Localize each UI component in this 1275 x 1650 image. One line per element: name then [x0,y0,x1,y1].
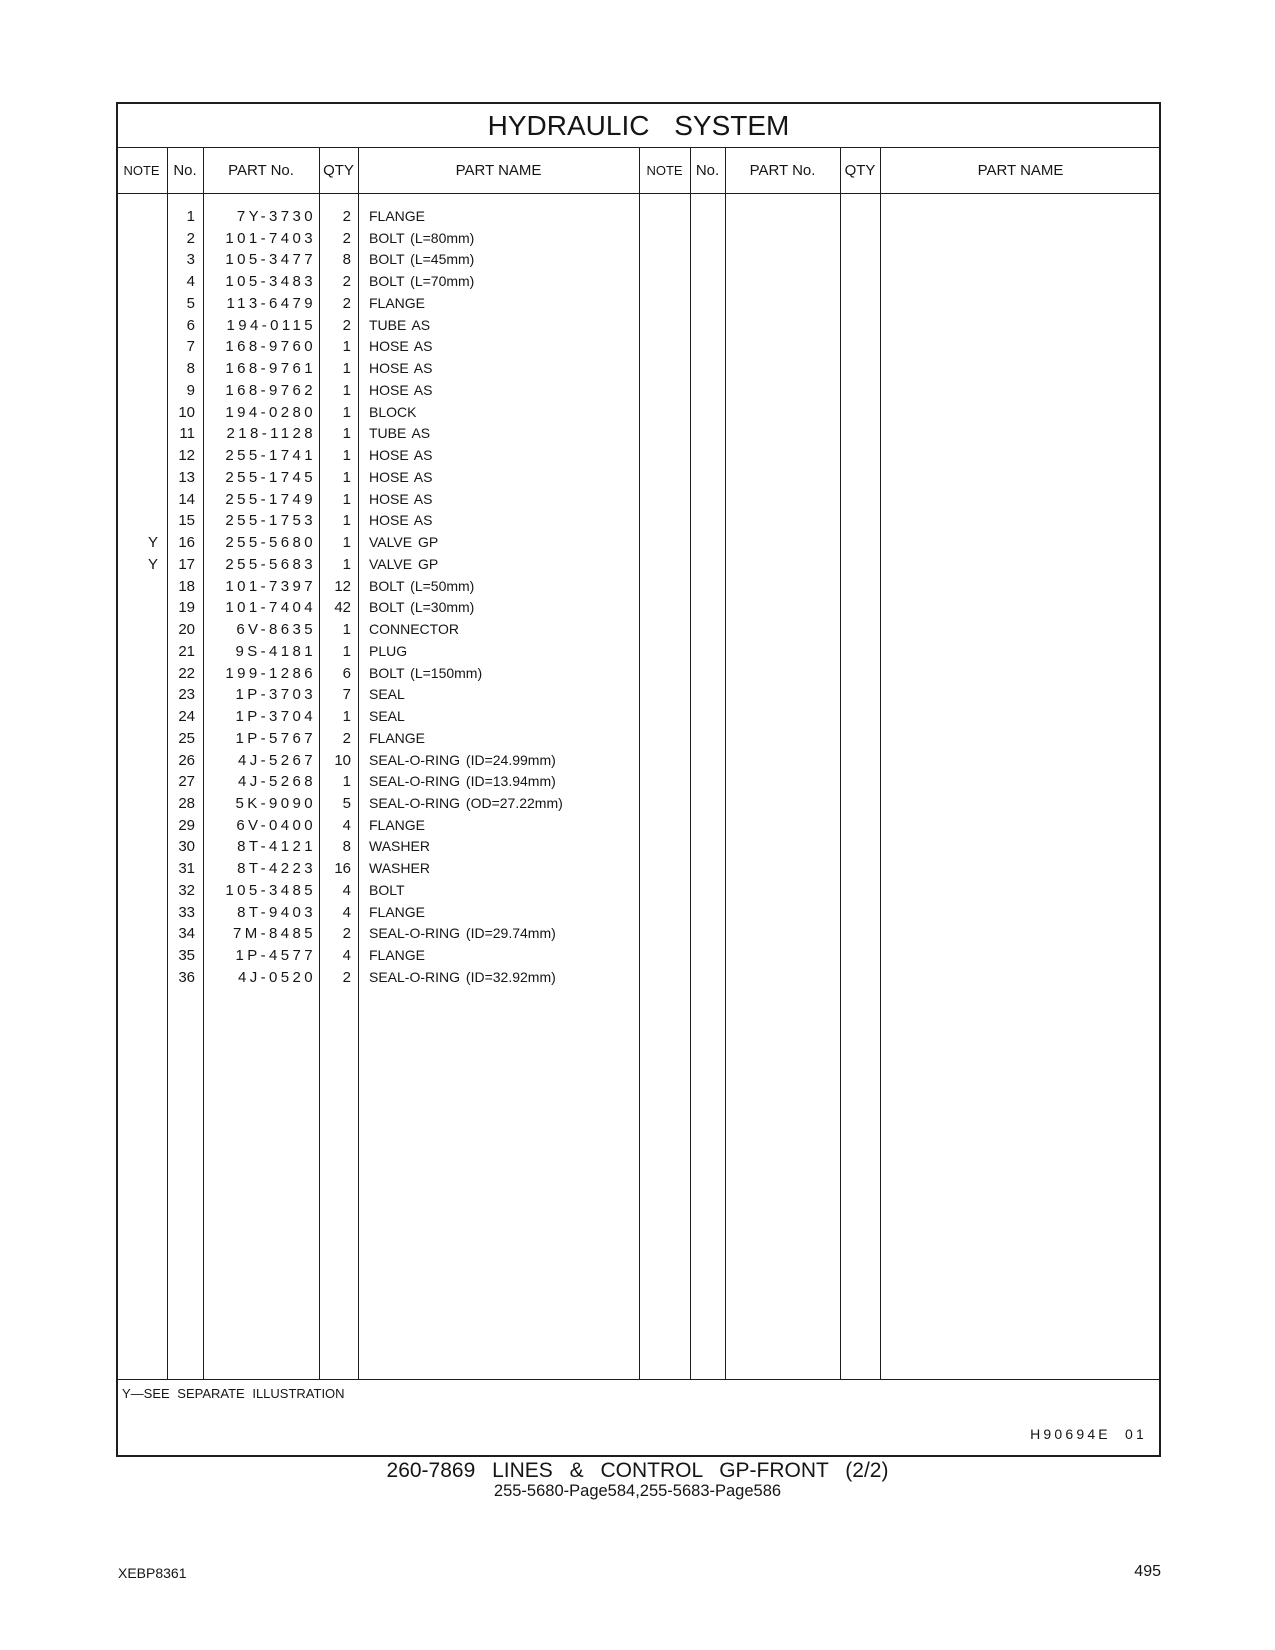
part-name: SEAL-O-RING (ID=32.92mm) [369,968,556,985]
header-part-no: PART No. [228,162,294,179]
part-number: 101-7403 [225,229,316,247]
part-row [0,663,1275,685]
part-quantity: 4 [342,881,351,899]
part-row [0,271,1275,293]
part-row [0,249,1275,271]
part-number: 1P-3703 [235,686,316,704]
part-row [0,945,1275,967]
part-quantity: 7 [342,686,351,704]
part-name: BOLT (L=45mm) [369,251,475,268]
part-quantity: 1 [342,381,351,399]
part-item-number: 1 [186,208,195,225]
part-number: 1P-5767 [235,729,316,747]
part-number: 255-1741 [225,447,316,465]
part-quantity: 1 [342,338,351,356]
part-name: TUBE AS [369,425,431,442]
part-note: Y [147,534,158,552]
part-item-number: 17 [178,555,195,573]
part-number: 8T-4121 [237,838,316,856]
part-item-number: 16 [178,534,195,552]
part-quantity: 1 [342,403,351,421]
part-number: 8T-4223 [237,860,316,878]
part-name: BOLT (L=80mm) [369,229,475,246]
part-item-number: 30 [178,838,195,856]
part-row [0,858,1275,880]
part-row [0,489,1275,511]
part-name: SEAL-O-RING (ID=13.94mm) [369,773,556,790]
part-name: HOSE AS [369,468,433,485]
part-name: HOSE AS [369,360,433,377]
header-note-right: NOTE [646,163,683,178]
part-name: PLUG [369,642,408,659]
part-row [0,532,1275,554]
part-item-number: 29 [178,816,195,834]
part-name: BLOCK [369,403,417,420]
part-quantity: 1 [342,773,351,791]
part-item-number: 12 [178,447,195,465]
part-quantity: 1 [342,468,351,486]
part-name: SEAL [369,708,405,725]
part-number: 255-5680 [225,534,316,552]
part-item-number: 15 [178,512,195,530]
part-item-number: 27 [178,773,195,791]
part-item-number: 10 [178,403,195,421]
part-quantity: 2 [342,208,351,225]
section-title: HYDRAULIC SYSTEM [487,110,790,141]
part-item-number: 36 [178,968,195,986]
part-item-number: 2 [186,229,195,247]
part-name: HOSE AS [369,338,433,355]
part-name: WASHER [369,838,430,855]
part-name: VALVE GP [369,555,439,572]
part-name: SEAL-O-RING (ID=29.74mm) [369,925,556,942]
part-number: 6V-0400 [236,816,316,834]
group-caption: 260-7869 LINES & CONTROL GP-FRONT (2/2) [386,1459,889,1482]
part-row [0,315,1275,337]
part-quantity: 1 [342,642,351,660]
header-qty-right: QTY [844,162,876,179]
part-number: 8T-9403 [237,903,316,921]
part-number: 1P-4577 [235,947,316,965]
part-quantity: 2 [342,729,351,747]
part-number: 101-7397 [225,577,316,595]
part-name: SEAL-O-RING (ID=24.99mm) [369,751,556,768]
part-item-number: 25 [178,729,195,747]
part-row [0,750,1275,772]
part-row [0,728,1275,750]
part-number: 105-3483 [225,273,316,291]
part-name: FLANGE [369,903,426,920]
part-quantity: 16 [334,860,351,878]
part-item-number: 13 [178,468,195,486]
part-row [0,293,1275,315]
part-name: HOSE AS [369,447,433,464]
part-number: 113-6479 [226,294,316,312]
part-name: FLANGE [369,208,426,224]
part-item-number: 23 [178,686,195,704]
part-row [0,771,1275,793]
part-quantity: 5 [342,794,351,812]
part-number: 168-9760 [225,338,316,356]
part-item-number: 5 [186,294,195,312]
part-quantity: 4 [342,816,351,834]
part-name: TUBE AS [369,316,431,333]
part-number: 101-7404 [225,599,316,617]
part-item-number: 26 [178,751,195,769]
part-quantity: 1 [342,555,351,573]
part-name: BOLT (L=70mm) [369,273,475,290]
part-item-number: 32 [178,881,195,899]
part-number: 9S-4181 [235,642,316,660]
part-row [0,619,1275,641]
part-row [0,554,1275,576]
part-name: FLANGE [369,294,426,311]
part-quantity: 1 [342,447,351,465]
part-number: 255-1749 [225,490,316,508]
part-row [0,923,1275,945]
part-item-number: 24 [178,708,195,726]
part-item-number: 8 [186,360,195,378]
part-quantity: 1 [342,708,351,726]
part-item-number: 31 [178,860,195,878]
part-row [0,836,1275,858]
part-name: BOLT [369,881,405,898]
part-number: 255-5683 [225,555,316,573]
part-quantity: 1 [342,360,351,378]
part-number: 1P-3704 [235,708,316,726]
part-number: 194-0115 [226,316,316,334]
header-no-right: No. [695,162,720,179]
header-note: NOTE [123,163,160,178]
header-part-name-right: PART NAME [977,162,1064,179]
part-item-number: 28 [178,794,195,812]
part-quantity: 2 [342,925,351,943]
part-quantity: 4 [342,947,351,965]
part-quantity: 8 [342,838,351,856]
part-row [0,206,1275,228]
part-note: Y [147,555,158,573]
part-row [0,815,1275,837]
book-number: XEBP8361 [118,1565,187,1581]
part-row [0,445,1275,467]
part-number: 199-1286 [225,664,316,682]
part-row [0,597,1275,619]
part-name: BOLT (L=150mm) [369,664,483,681]
part-item-number: 9 [186,381,195,399]
part-name: CONNECTOR [369,621,459,638]
part-quantity: 2 [342,273,351,291]
part-quantity: 2 [342,316,351,334]
part-name: BOLT (L=30mm) [369,599,475,616]
part-number: 5K-9090 [235,794,316,812]
part-row [0,510,1275,532]
part-item-number: 19 [178,599,195,617]
part-name: BOLT (L=50mm) [369,577,475,594]
part-item-number: 21 [178,642,195,660]
part-quantity: 1 [342,490,351,508]
part-name: SEAL [369,686,405,703]
part-quantity: 1 [342,425,351,443]
part-item-number: 6 [186,316,195,334]
header-part-name: PART NAME [455,162,542,179]
part-row [0,423,1275,445]
part-quantity: 10 [334,751,351,769]
part-item-number: 33 [178,903,195,921]
part-item-number: 35 [178,947,195,965]
illustration-code: H90694E 01 [1030,1426,1147,1442]
part-quantity: 12 [334,577,351,595]
part-item-number: 7 [186,338,195,356]
part-row [0,380,1275,402]
part-name: WASHER [369,860,430,877]
part-row [0,336,1275,358]
part-row [0,467,1275,489]
part-row [0,902,1275,924]
part-number: 168-9761 [225,360,316,378]
part-name: HOSE AS [369,381,433,398]
part-name: SEAL-O-RING (OD=27.22mm) [369,794,563,811]
part-quantity: 2 [342,968,351,986]
caption-references: 255-5680-Page584,255-5683-Page586 [493,1482,782,1500]
part-number: 168-9762 [225,381,316,399]
part-row [0,576,1275,598]
part-number: 4J-5267 [237,751,316,769]
part-name: FLANGE [369,729,426,746]
part-row [0,793,1275,815]
page-number: 495 [1134,1563,1161,1580]
header-no: No. [173,162,197,179]
part-number: 6V-8635 [236,621,316,639]
part-item-number: 22 [178,664,195,682]
part-number: 255-1745 [225,468,316,486]
part-quantity: 1 [342,621,351,639]
header-qty: QTY [323,162,354,179]
part-quantity: 1 [342,512,351,530]
part-quantity: 4 [342,903,351,921]
part-item-number: 34 [178,925,195,943]
part-row [0,228,1275,250]
part-row [0,880,1275,902]
part-name: HOSE AS [369,512,433,529]
part-item-number: 14 [178,490,195,508]
part-quantity: 1 [342,534,351,552]
part-name: FLANGE [369,947,426,964]
part-number: 194-0280 [225,403,316,421]
part-quantity: 6 [342,664,351,682]
part-row [0,358,1275,380]
part-item-number: 3 [186,251,195,269]
part-row [0,706,1275,728]
part-item-number: 18 [178,577,195,595]
part-item-number: 11 [179,425,195,443]
part-quantity: 8 [342,251,351,269]
header-part-no-right: PART No. [749,162,816,179]
part-row [0,641,1275,663]
part-row [0,967,1275,989]
part-number: 255-1753 [225,512,316,530]
part-item-number: 4 [186,273,195,291]
part-row [0,684,1275,706]
part-number: 105-3485 [225,881,316,899]
part-name: HOSE AS [369,490,433,507]
part-quantity: 2 [342,294,351,312]
footnote: Y—SEE SEPARATE ILLUSTRATION [122,1386,345,1401]
part-number: 4J-0520 [237,968,316,986]
part-quantity: 2 [342,229,351,247]
part-item-number: 20 [178,621,195,639]
part-name: FLANGE [369,816,426,833]
part-name: VALVE GP [369,534,439,551]
part-number: 105-3477 [225,251,316,269]
part-number: 4J-5268 [237,773,316,791]
part-number: 7Y-3730 [236,208,316,225]
part-row [0,402,1275,424]
part-quantity: 42 [334,599,351,617]
part-number: 218-1128 [226,425,316,443]
part-number: 7M-8485 [232,925,316,943]
